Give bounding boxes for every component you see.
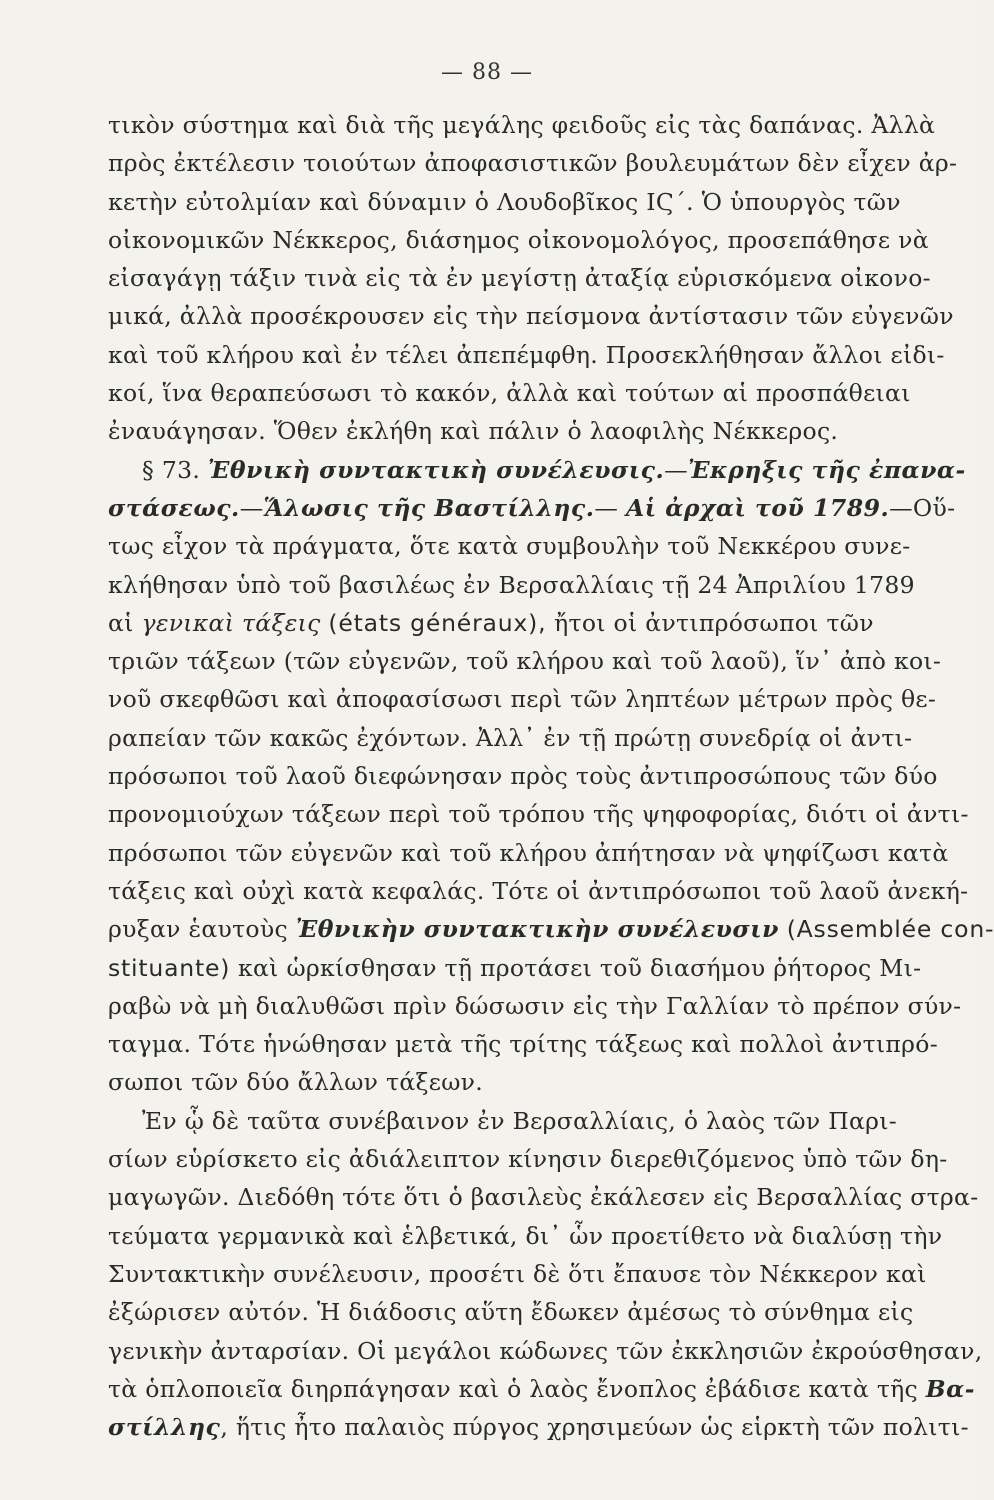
text-segment: μαγωγῶν. Διεδόθη τότε ὅτι ὁ βασιλεὺς ἐκάλεσεν εἰς Βερσαλλίας στρα- (108, 1183, 979, 1212)
text-segment: —Οὕ- (889, 493, 956, 522)
text-segment: σωποι τῶν δύο ἄλλων τάξεων. (108, 1068, 484, 1097)
text-segment-b: Βα- (925, 1374, 975, 1403)
text-segment: — (239, 493, 264, 522)
text-line (108, 412, 956, 450)
text-segment: Συντακτικὴν συνέλευσιν, προσέτι δὲ ὅτι ἔπαυσε τὸν Νέκκερον καὶ (108, 1259, 927, 1288)
text-line (108, 795, 969, 833)
text-segment: γενικὴν ἀνταρσίαν. Οἱ μεγάλοι κώδωνες τῶν ἐκκλησιῶν ἐκρούσθησαν, (108, 1336, 983, 1365)
text-segment: σίων εὑρίσκετο εἰς ἀδιάλειπτον κίνησιν διερεθιζόμενος ὑπὸ τῶν δη- (108, 1145, 948, 1174)
text-segment: τριῶν τάξεων (τῶν εὐγενῶν, τοῦ κλήρου καὶ τοῦ λαοῦ), ἵν᾽ ἀπὸ κοι- (108, 647, 942, 676)
text-segment: , ἥτις ἦτο παλαιὸς πύργος χρησιμεύων ὡς εἱρκτὴ τῶν πολιτι- (220, 1413, 969, 1442)
text-line (108, 183, 956, 221)
text-line (108, 1370, 975, 1408)
text-segment: ἤτοι οἱ ἀντιπρόσωποι τῶν (546, 608, 874, 637)
body-text (108, 106, 994, 1446)
text-segment-b: Ἐκρηξις τῆς ἐπανα- (687, 455, 966, 484)
text-line (108, 106, 956, 144)
text-segment-b: Ἅλωσις τῆς Βαστίλλης. (263, 493, 595, 522)
text-segment: τάξεις καὶ οὐχὶ κατὰ κεφαλάς. Τότε οἱ ἀντιπρόσωποι τοῦ λαοῦ ἀνεκή- (108, 876, 969, 905)
text-segment: — (594, 493, 626, 522)
text-line (108, 566, 956, 604)
text-line (108, 1063, 956, 1101)
text-line (108, 1025, 956, 1063)
text-segment-b: Αἱ ἀρχαὶ τοῦ 1789. (625, 493, 890, 522)
text-segment: αἱ (108, 608, 142, 637)
text-line (108, 527, 956, 565)
text-line (108, 1408, 969, 1446)
text-line (108, 1102, 956, 1140)
text-line (108, 1217, 956, 1255)
text-segment: κοί, ἵνα θεραπεύσωσι τὸ κακόν, ἀλλὰ καὶ τούτων αἱ προσπάθειαι (108, 379, 911, 408)
text-segment: § 73. (142, 455, 208, 484)
text-line (108, 1255, 956, 1293)
text-segment: ταγμα. Τότε ἡνώθησαν μετὰ τῆς τρίτης τάξεως καὶ πολλοὶ ἀντιπρό- (108, 1030, 938, 1059)
text-segment-b: στίλλης (108, 1413, 221, 1442)
text-segment: τως εἶχον τὰ πράγματα, ὅτε κατὰ συμβουλὴν τοῦ Νεκκέρου συνε- (108, 532, 911, 561)
text-line (108, 1140, 956, 1178)
text-segment: ραβὼ νὰ μὴ διαλυθῶσι πρὶν δώσωσιν εἰς τὴν Γαλλίαν τὸ πρέπον σύν- (108, 991, 962, 1020)
text-line (108, 1178, 979, 1216)
text-segment: εἰσαγάγῃ τάξιν τινὰ εἰς τὰ ἐν μεγίστῃ ἀταξίᾳ εὑρισκόμενα οἰκονο- (108, 264, 931, 293)
text-line (108, 336, 956, 374)
text-segment: ρυξαν ἑαυτοὺς (108, 915, 296, 944)
text-segment: τεύματα γερμανικὰ καὶ ἑλβετικά, δι᾽ ὧν προετίθετο νὰ διαλύσῃ τὴν (108, 1221, 943, 1250)
text-line (108, 297, 956, 335)
text-line (108, 642, 956, 680)
page-number: — 88 — (441, 60, 533, 85)
text-line (108, 872, 969, 910)
text-segment: κετὴν εὐτολμίαν καὶ δύναμιν ὁ Λουδοβῖκος ΙϚ΄. Ὁ ὑπουργὸς τῶν (108, 187, 901, 216)
text-line (108, 719, 956, 757)
text-segment: νοῦ σκεφθῶσι καὶ ἀποφασίσωσι περὶ τῶν ληπτέων μέτρων πρὸς θε- (108, 685, 937, 714)
text-segment: οἰκονομικῶν Νέκκερος, διάσημος οἰκονομολόγος, προσεπάθησε νὰ (108, 225, 929, 254)
text-segment: — (664, 455, 688, 484)
text-line (108, 834, 956, 872)
text-line (108, 910, 994, 948)
text-segment: ἐναυάγησαν. Ὅθεν ἐκλήθη καὶ πάλιν ὁ λαοφιλὴς Νέκκερος. (108, 417, 839, 446)
text-segment-latin: stituante) (108, 953, 231, 982)
text-segment: πρὸς ἐκτέλεσιν τοιούτων ἀποφασιστικῶν βουλευμάτων δὲν εἶχεν ἀρ- (108, 149, 958, 178)
text-line (108, 374, 956, 412)
text-segment-b: Ἐθνικὴν συντακτικὴν συνέλευσιν (295, 915, 779, 944)
text-segment: καὶ ὡρκίσθησαν τῇ προτάσει τοῦ διασήμου ῥήτορος Μι- (230, 953, 922, 982)
text-segment: κλήθησαν ὑπὸ τοῦ βασιλέως ἐν Βερσαλλίαις τῇ 24 Ἀπριλίου 1789 (108, 570, 915, 599)
text-line (108, 1293, 956, 1331)
text-segment-b: Ἐθνικὴ συντακτικὴ συνέλευσις. (207, 455, 665, 484)
text-segment: προνομιούχων τάξεων περὶ τοῦ τρόπου τῆς ψηφοφορίας, διότι οἱ ἀντι- (108, 800, 969, 829)
text-line (108, 144, 956, 182)
text-segment-b: στάσεως. (108, 493, 240, 522)
text-line (108, 489, 956, 527)
text-segment: ραπείαν τῶν κακῶς ἐχόντων. Ἀλλ᾽ ἐν τῇ πρώτῃ συνεδρίᾳ οἱ ἀντι- (108, 723, 913, 752)
text-segment: Ἐν ᾧ δὲ ταῦτα συνέβαινον ἐν Βερσαλλίαις, ὁ λαὸς τῶν Παρι- (142, 1106, 898, 1135)
text-line (108, 221, 956, 259)
text-line (108, 1332, 983, 1370)
text-segment: πρόσωποι τοῦ λαοῦ διεφώνησαν πρὸς τοὺς ἀντιπροσώπους τῶν δύο (108, 762, 938, 791)
text-segment: ἐξώρισεν αὐτόν. Ἡ διάδοσις αὕτη ἔδωκεν ἀμέσως τὸ σύνθημα εἰς (108, 1298, 914, 1327)
text-segment: πρόσωποι τῶν εὐγενῶν καὶ τοῦ κλήρου ἀπήτησαν νὰ ψηφίζωσι κατὰ (108, 838, 949, 867)
text-segment: μικά, ἀλλὰ προσέκρουσεν εἰς τὴν πείσμονα ἀντίστασιν τῶν εὐγενῶν (108, 302, 954, 331)
text-segment: καὶ τοῦ κλήρου καὶ ἐν τέλει ἀπεπέμφθη. Προσεκλήθησαν ἄλλοι εἰδι- (108, 340, 945, 369)
text-line (108, 451, 966, 489)
text-line (108, 757, 956, 795)
text-segment (779, 915, 787, 943)
text-segment-i: γενικαὶ τάξεις (141, 608, 321, 637)
text-line (108, 680, 956, 718)
text-segment-latin: (états généraux), (328, 608, 547, 637)
text-line (108, 987, 962, 1025)
text-segment: τὰ ὁπλοποιεῖα διηρπάγησαν καὶ ὁ λαὸς ἔνοπλος ἐβάδισε κατὰ τῆς (108, 1374, 926, 1403)
text-line (108, 949, 956, 987)
text-segment: τικὸν σύστημα καὶ διὰ τῆς μεγάλης φειδοῦς εἰς τὰς δαπάνας. Ἀλλὰ (108, 111, 936, 139)
text-line (108, 604, 956, 642)
text-segment-latin: (Assemblée con- (786, 915, 994, 944)
text-line (108, 259, 956, 297)
